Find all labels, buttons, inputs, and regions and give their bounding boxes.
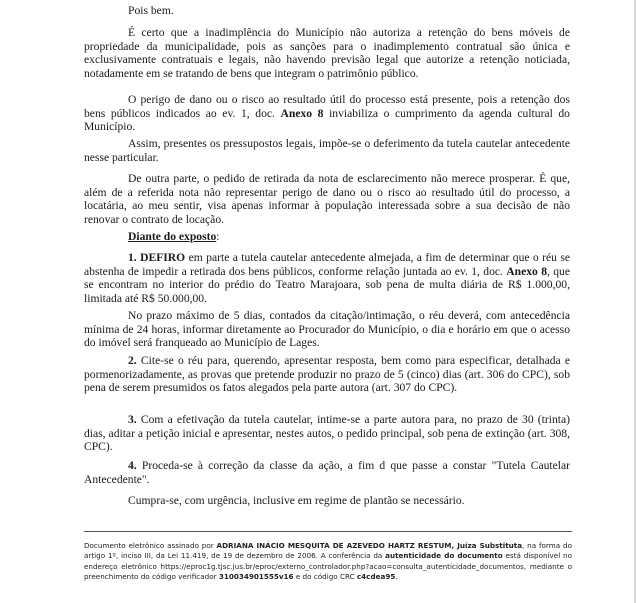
paragraph-prazo [84, 309, 570, 350]
paragraph-text: Proceda-se à correção da classe da ação, a fim d que passe a constar "Tutela Cautelar Antecedente". [84, 459, 570, 486]
paragraph-item-2 [84, 354, 570, 395]
paragraph-text: Cumpra-se, com urgência, inclusive em regime de plantão se necessário. [128, 494, 465, 507]
paragraph-text: Cite-se o réu para, querendo, apresentar resposta, bem como para especificar, detalhada e pormenorizadamente, as provas que pretende produzir no prazo de 5 (cinco) dias (art. 306 do CPC), sob pena de serem presumidos os fatos alegados pela parte autora (art. 307 do CPC). [84, 354, 570, 395]
paragraph-cumpra-se [84, 494, 570, 508]
heading-colon: : [216, 230, 220, 243]
paragraph-text: É certo que a inadimplência do Município não autoriza a retenção do bens móveis de propriedade da municipalidade, pois as sanções para o inadimplemento contratual são única e exclusivamente contratuais e legais, não havendo previsão legal que autorize a retenção noticiada, notadamente em se tratando de bens que integram o patrimônio público. [84, 26, 570, 80]
paragraph-pois-bem [84, 4, 570, 18]
authenticity-label: autenticidade do documento [385, 551, 503, 561]
diante-do-exposto-heading: Diante do exposto [128, 230, 217, 243]
paragraph-nota-esclarecimento [84, 172, 570, 226]
paragraph-text: De outra parte, o pedido de retirada da nota de esclarecimento não merece prosperar. É que, além de a referida nota não representar perigo de dano ou o risco ao resultado útil do processo, a locatária, ao meu sentir, visa apenas informar à população interessada sobre a sua decisão de não renovar o contrato de locação. [84, 172, 570, 226]
footer-text: , na forma do artigo 1º, inciso III, da Lei 11.419, de 19 de dezembro de 2006. A conferência da [84, 541, 572, 561]
footer-text: e do código CRC [293, 571, 357, 581]
paragraph-text: inviabiliza o cumprimento da agenda cultural do Município. [84, 106, 570, 134]
paragraph-text: Pois bem. [128, 4, 174, 17]
footer-text: Documento eletrônico assinado por [84, 541, 217, 550]
paragraph-item-3 [84, 413, 570, 454]
paragraph-item-1 [84, 251, 570, 305]
crc-code: c4cdea95 [356, 571, 396, 581]
signature-footer [84, 541, 572, 582]
paragraph-text: Assim, presentes os pressupostos legais, impõe-se o deferimento da tutela cautelar antecedente nesse particular. [84, 137, 570, 164]
section-heading-diante [84, 230, 570, 244]
item-1-label: 1. DEFIRO [128, 251, 186, 264]
paragraph-item-4 [84, 459, 570, 486]
paragraph-perigo-dano [84, 93, 570, 134]
paragraph-text: O perigo de dano ou o risco ao resultado útil do processo está presente, pois a retenção dos bens públicos indicados ao ev. 1, doc. [84, 93, 570, 120]
anexo-reference: Anexo 8 [506, 264, 547, 278]
footer-text: . [395, 571, 398, 581]
paragraph-text: em parte a tutela cautelar antecedente almejada, a fim de determinar que o réu se abstenha de impedir a retirada dos bens públicos, conforme relação juntada ao ev. 1, doc. [84, 251, 571, 278]
paragraph-inadimplencia [84, 26, 570, 80]
item-3-label: 3. [128, 413, 137, 426]
footer-text: está disponível no endereço eletrônico https://eproc1g.tjsc.jus.br/eproc/externo_controlador.php?acao=consulta_autenticidade_documentos, mediante o preenchimento do código verificador [84, 551, 572, 581]
paragraph-text: No prazo máximo de 5 dias, contados da citação/intimação, o réu deverá, com antecedência mínima de 24 horas, informar diretamente ao Procurador do Município, o dia e horário em que o acesso do imóvel será franqueado ao Município de Lages. [84, 309, 570, 350]
anexo-reference: Anexo 8 [280, 106, 324, 120]
signer-name: ADRIANA INÁCIO MESQUITA DE AZEVEDO HARTZ RESTUM, Juíza Substituta [216, 541, 523, 550]
paragraph-text: , que se encontram no interior do prédio do Teatro Marajoara, sob pena de multa diária de R$ 1.000,00, limitada até R$ 50.000,00. [84, 264, 570, 305]
paragraph-pressupostos [84, 137, 570, 164]
verification-code: 310034901555v16 [218, 571, 294, 581]
paragraph-text: Com a efetivação da tutela cautelar, intime-se a parte autora para, no prazo de 30 (trinta) dias, aditar a petição inicial e apresentar, nestes autos, o pedido principal, sob pena de extinção (art. 308, CPC). [84, 413, 570, 454]
item-4-label: 4. [128, 459, 137, 472]
item-2-label: 2. [128, 354, 137, 367]
footer-divider [84, 531, 572, 532]
